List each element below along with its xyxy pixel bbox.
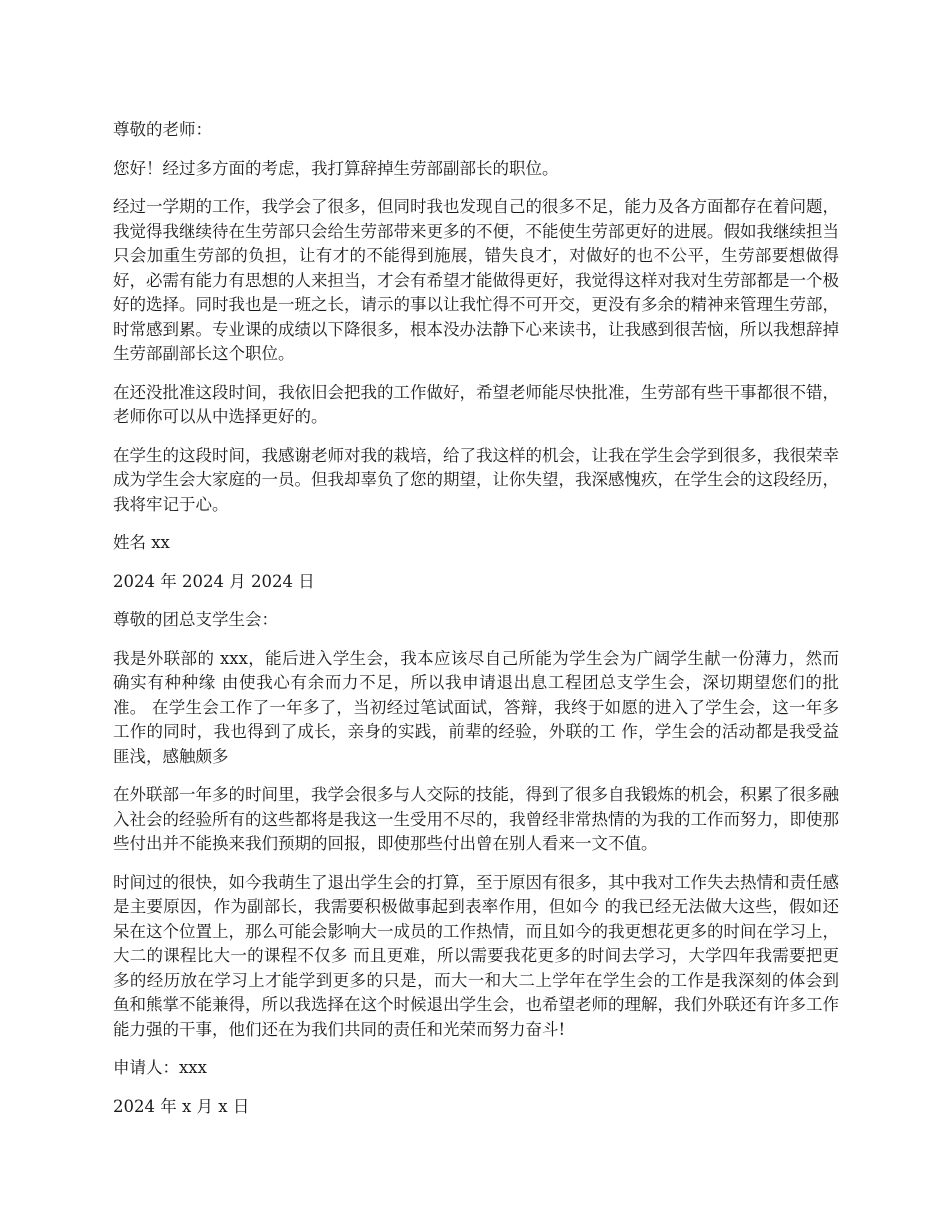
letter2-paragraph: 时间过的很快，如今我萌生了退出学生会的打算，至于原因有很多，其中我对工作失去热情和责任感是主要原因，作为副部长，我需要积极做事起到表率作用，但如今 的我已经无法做大这些，假如还呆在这个位置上，那么可能会影响大一成员的工作热情，而且如今的我更想花更多的时间在学习上，大二的课程比大一的课程不仅多 而且更难，所以需要我花更多的时间去学习，大学四年我需要把更多的经历放在学习上才能学到更多的只是，而大一和大二上学年在学生会的工作是我深刻的体会到 鱼和熊掌不能兼得，所以我选择在这个时候退出学生会，也希望老师的理解，我们外联还有许多工作能力强的干事，他们还在为我们共同的责任和光荣而努力奋斗! [113,872,839,1039]
document-page [113,118,839,1133]
letter2-paragraph: 在外联部一年多的时间里，我学会很多与人交际的技能，得到了很多自我锻炼的机会，积累了很多融入社会的经验所有的这些都将是我这一生受用不尽的，我曾经非常热情的为我的工作而努力，即使那些付出并不能换来我们预期的回报，即使那些付出曾在别人看来一文不值。 [113,785,839,853]
letter2-paragraph: 我是外联部的 xxx，能后进入学生会，我本应该尽自己所能为学生会为广阔学生献一份薄力，然而确实有种种缘 由使我心有余而力不足，所以我申请退出息工程团总支学生会，深切期望您们的批准。 在学生会工作了一年多了，当初经过笔试面试，答辩，我终于如愿的进入了学生会，这一年多工作的同时，我也得到了成长，亲身的实践，前辈的经验，外联的工 作，学生会的活动都是我受益匪浅，感触颇多 [113,648,839,766]
letter1-paragraph: 经过一学期的工作，我学会了很多，但同时我也发现自己的很多不足，能力及各方面都存在着问题，我觉得我继续待在生劳部只会给生劳部带来更多的不便，不能使生劳部更好的进展。假如我继续担当只会加重生劳部的负担，让有才的不能得到施展，错失良才，对做好的也不公平，生劳部要想做得好，必需有能力有思想的人来担当，才会有希望才能做得更好，我觉得这样对我对生劳部都是一个极好的选择。同时我也是一班之长，请示的事以让我忙得不可开交，更没有多余的精神来管理生劳部，时常感到累。专业课的成绩以下降很多，根本没办法静下心来读书，让我感到很苦恼，所以我想辞掉生劳部副部长这个职位。 [113,197,839,363]
letter2-date: 2024 年 x 月 x 日 [113,1096,250,1116]
letter1-paragraph: 在还没批准这段时间，我依旧会把我的工作做好，希望老师能尽快批准，生劳部有些干事都很不错，老师你可以从中选择更好的。 [113,382,839,426]
letter1-date: 2024 年 2024 月 2024 日 [113,571,315,591]
letter1-signature: 姓名 xx [113,533,170,552]
letter1-greeting: 您好！经过多方面的考虑，我打算辞掉生劳部副部长的职位。 [113,158,559,178]
letter2-salutation: 尊敬的团总支学生会： [113,610,278,629]
letter1-salutation: 尊敬的老师： [113,120,212,139]
letter1-paragraph: 在学生的这段时间，我感谢老师对我的栽培，给了我这样的机会，让我在学生会学到很多，我很荣幸成为学生会大家庭的一员。但我却辜负了您的期望，让你失望，我深感愧疚，在学生会的这段经历，我将牢记于心。 [113,445,839,514]
letter2-signature: 申请人：xxx [113,1058,207,1077]
